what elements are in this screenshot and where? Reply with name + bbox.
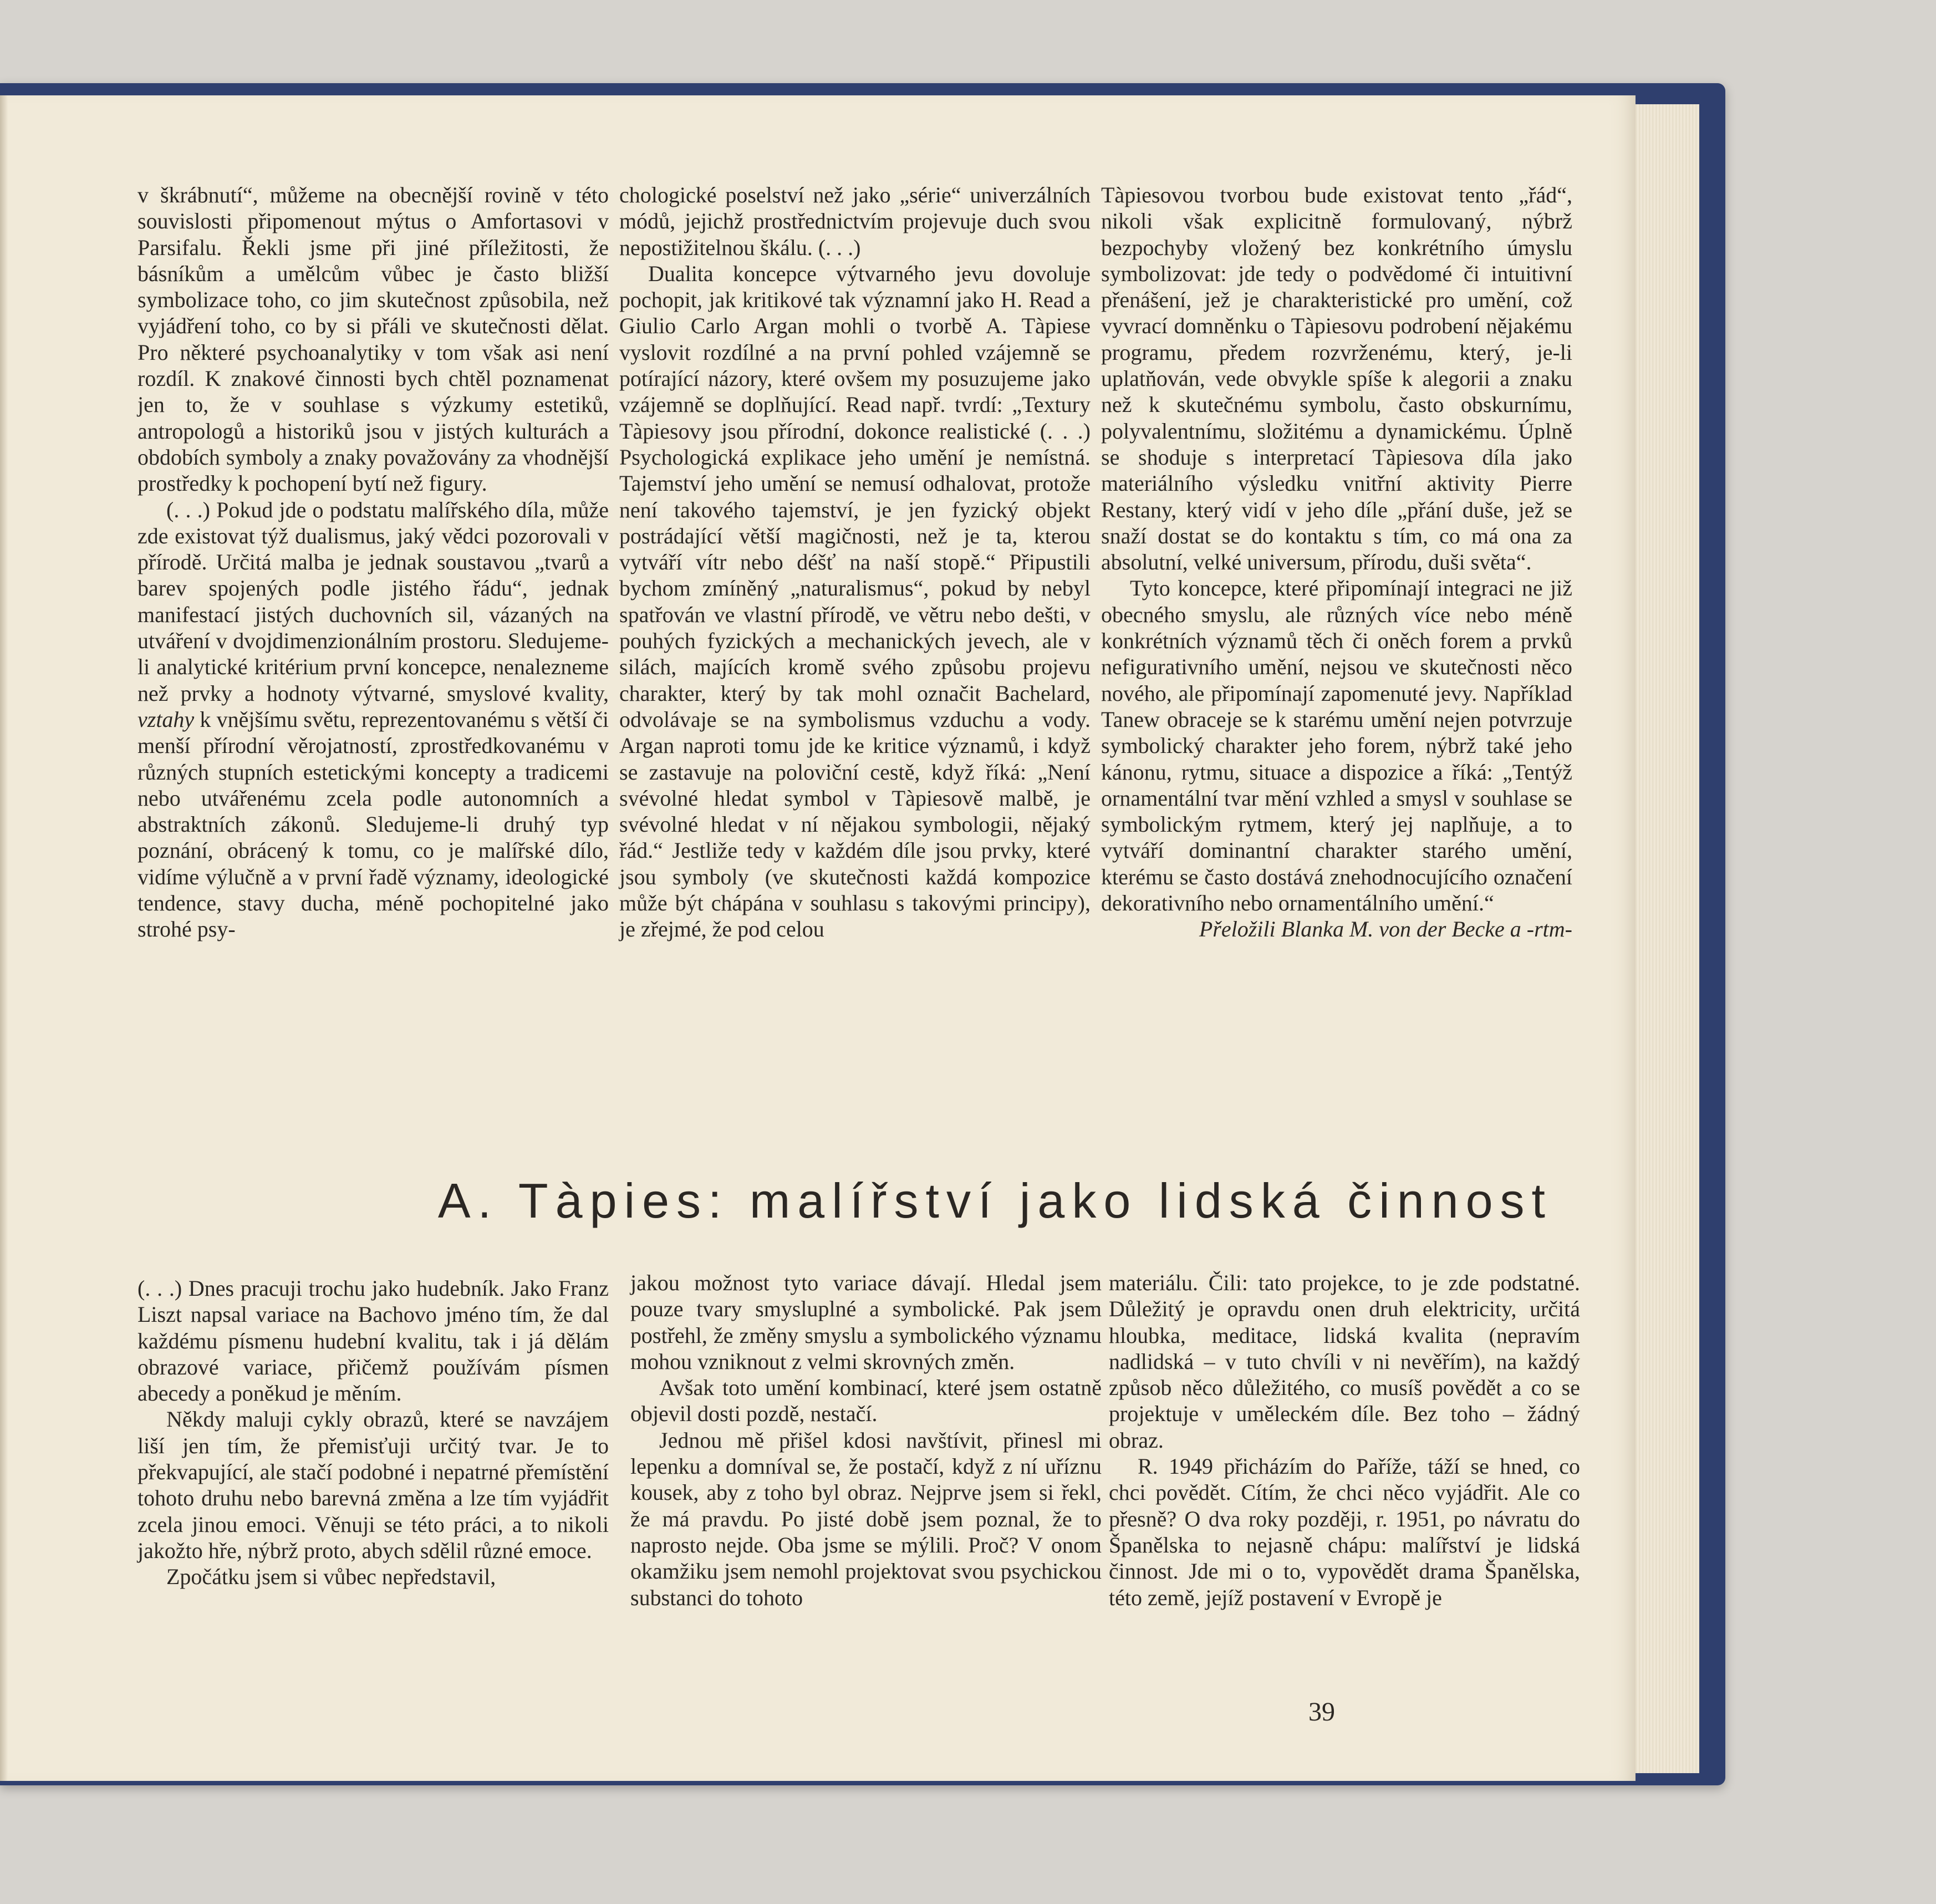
paragraph: Avšak toto umění kombinací, které jsem ostatně objevil dosti pozdě, nestačí. <box>630 1375 1102 1427</box>
page-number: 39 <box>1308 1697 1335 1727</box>
bottom-column-2 <box>630 1270 1102 1611</box>
paragraph: (. . .) Dnes pracuji trochu jako hudebník. Jako Franz Liszt napsal variace na Bachovo jméno tím, že dal každému písmenu hudební kvalitu, tak i já dělám obrazové variace, přičemž používám písmen abecedy a poněkud je měním. <box>137 1276 609 1406</box>
paragraph: Dualita koncepce výtvarného jevu dovoluje pochopit, jak kritikové tak významní jako H. Read a Giulio Carlo Argan mohli o tvorbě A. Tàpiese vyslovit rozdílné a na první pohled vzájemně se potírající názory, které ovšem my posuzujeme jako vzájemně se doplňující. Read např. tvrdí: „Textury Tàpiesovy jsou přírodní, dokonce realistické (. . .) Psychologická explikace jeho umění je nemístná. Tajemství jeho umění se nemusí odhalovat, protože není takového tajemství, je jen fyzický objekt postrádající větší magičnosti, než je ta, kterou vytváří vítr nebo déšť na naší stopě.“ Připustili bychom zmíněný „naturalismus“, pokud by nebyl spatřován ve vlastní přírodě, ve větru nebo dešti, v pouhých fyzických a mechanických jevech, ale v silách, majících kromě svého způsobu projevu charakter, který by tak mohl označit Bachelard, odvolávaje se na symbolismus vzduchu a vody. Argan naproti tomu jde ke kritice významů, i když se zastavuje na poloviční cestě, když říká: „Není svévolné hledat symbol v Tàpiesově malbě, je svévolné hledat v ní nějakou symbologii, nějaký řád.“ Jestliže tedy v každém díle jsou prvky, které jsou symboly (ve skutečnosti každá kompozice může být chápána v souhlasu s takovými principy), je zřejmé, že pod celou <box>619 261 1091 942</box>
translator-credit: Přeložili Blanka M. von der Becke a -rtm- <box>1199 917 1572 942</box>
paragraph: chologické poselství než jako „série“ univerzálních módů, jejichž prostřednictvím projevuje duch svou nepostižitelnou škálu. (. . .) <box>619 182 1091 260</box>
paragraph: Tyto koncepce, které připomínají integraci ne již obecného smyslu, ale různých více nebo méně konkrétních významů těch či oněch forem a prvků nefigurativního umění, nejsou ve skutečnosti něco nového, ale připomínají zapomenuté jevy. Například Tanew obraceje se k starému umění nejen potvrzuje symbolický charakter jeho forem, nýbrž také jeho kánonu, rytmu, situace a dispozice a říká: „Tentýž ornamentální tvar mění vzhled a smysl v souhlase se symbolickým rytmem, který jej naplňuje, a to vytváří dominantní charakter starého umění, kterému se často dostává znehodnocujícího označení dekorativního nebo ornamentálního umění.“ <box>1101 576 1572 916</box>
paragraph: materiálu. Čili: tato projekce, to je zde podstatné. Důležitý je opravdu onen druh elektricity, určitá hloubka, meditace, lidská kvalita (nepravím nadlidská – v tuto chvíli v ni nevěřím), na každý způsob něco důležitého, co musíš povědět a co se projektuje v uměleckém díle. Bez toho – žádný obraz. <box>1109 1270 1580 1453</box>
bottom-column-1 <box>137 1275 609 1590</box>
text-run: (. . .) Pokud jde o podstatu malířského díla, může zde existovat týž dualismus, jaký vědci pozorovali v přírodě. Určitá malba je jednak soustavou „tvarů a barev spojených podle jistého řádu“, jednak manifestací jistých duchovních sil, vázaných na utváření v dvojdimenzionálním prostoru. Sledujeme-li analytické kritérium první koncepce, nenalezneme než prvky a hodnoty výtvarné, smyslové kvality, <box>137 497 609 706</box>
emphasis: vztahy <box>137 706 195 732</box>
paragraph: Tàpiesovou tvorbou bude existovat tento „řád“, nikoli však explicitně formulovaný, nýbrž bezpochyby vložený bez konkrétního úmyslu symbolizovat: jde tedy o podvědomé či intuitivní přenášení, jež je charakteristické pro umění, což vyvrací domněnku o Tàpiesovu podrobení nějakému programu, předem rozvrženému, který, je-li uplatňován, vede obvykle spíše k alegorii a znaku než k skutečnému symbolu, často obskurnímu, polyvalentnímu, složitému a dynamickému. Úplně se shoduje s interpretací Tàpiesova díla jako materiálního výsledku vnitřní aktivity Pierre Restany, který vidí v jeho díle „přání duše, jež se snaží dostat se do kontaktu s tím, co má ona za absolutní, velké universum, přírodu, duši světa“. <box>1101 182 1572 575</box>
paragraph: Někdy maluji cykly obrazů, které se navzájem liší jen tím, že přemisťuji určitý tvar. Je to překvapující, ale stačí podobné i nepatrné přemístění tohoto druhu nebo barevná změna a lze tím vyjádřit zcela jinou emoci. Věnuji se této práci, a to nikoli jakožto hře, nýbrž proto, abych sdělil různé emoce. <box>137 1407 609 1563</box>
top-column-3 <box>1101 182 1572 943</box>
paragraph: jakou možnost tyto variace dávají. Hledal jsem pouze tvary smysluplné a symbolické. Pak jsem postřehl, že změny smyslu a symbolického významu mohou vzniknout z velmi skrovných změn. <box>630 1270 1102 1374</box>
top-column-2 <box>619 182 1091 943</box>
paragraph: Jednou mě přišel kdosi navštívit, přinesl mi lepenku a domníval se, že postačí, když z ní uříznu kousek, aby z toho byl obraz. Nejprve jsem si řekl, že má pravdu. Po jisté době jsem poznal, že to naprosto nejde. Oba jsme se mýlili. Proč? V onom okamžiku jsem nemohl projektovat svou psychickou substanci do tohoto <box>630 1427 1102 1610</box>
paragraph: v škrábnutí“, můžeme na obecnější rovině v této souvislosti připomenout mýtus o Amfortasovi v Parsifalu. Řekli jsme při jiné příležitosti, že básníkům a umělcům vůbec je často bližší symbolizace toho, co jim skutečnost způsobila, než vyjádření toho, co by si přáli ve skutečnosti dělat. Pro některé psychoanalytiky v tom však asi není rozdíl. K znakové činnosti bych chtěl poznamenat jen to, že v souhlase s výzkumy estetiků, antropologů a historiků jsou v jistých kulturách a obdobích symboly a znaky považovány za vhodnější prostředky k pochopení bytí než figury. <box>137 182 609 496</box>
paragraph: R. 1949 přicházím do Paříže, táží se hned, co chci povědět. Cítím, že chci něco vyjádřit. Ale co přesně? O dva roky později, r. 1951, po návratu do Španělska to nejasně chápu: malířství je lidská činnost. Jde mi o to, vypovědět drama Španělska, této země, jejíž postavení v Evropě je <box>1109 1454 1580 1610</box>
page-gutter <box>0 95 8 1781</box>
article-title: A. Tàpies: malířství jako lidská činnost <box>437 1173 1552 1228</box>
text-run: k vnějšímu světu, reprezentovanému s větší či menší přírodní věrojatností, zprostředkovanému v různých stupních estetickými koncepty a tradicemi nebo utvářenému zcela podle autonomních a abstraktních zákonů. Sledujeme-li druhý typ poznání, obrácený k tomu, co je malířské dílo, vidíme výlučně a v první řadě významy, ideologické tendence, stavy ducha, méně pochopitelné jako strohé psy- <box>137 706 609 942</box>
paragraph: Zpočátku jsem si vůbec nepředstavil, <box>166 1564 496 1590</box>
top-column-1 <box>137 182 609 943</box>
bottom-column-3 <box>1109 1270 1580 1611</box>
paragraph <box>137 497 609 943</box>
page-block-edge <box>1627 104 1699 1773</box>
